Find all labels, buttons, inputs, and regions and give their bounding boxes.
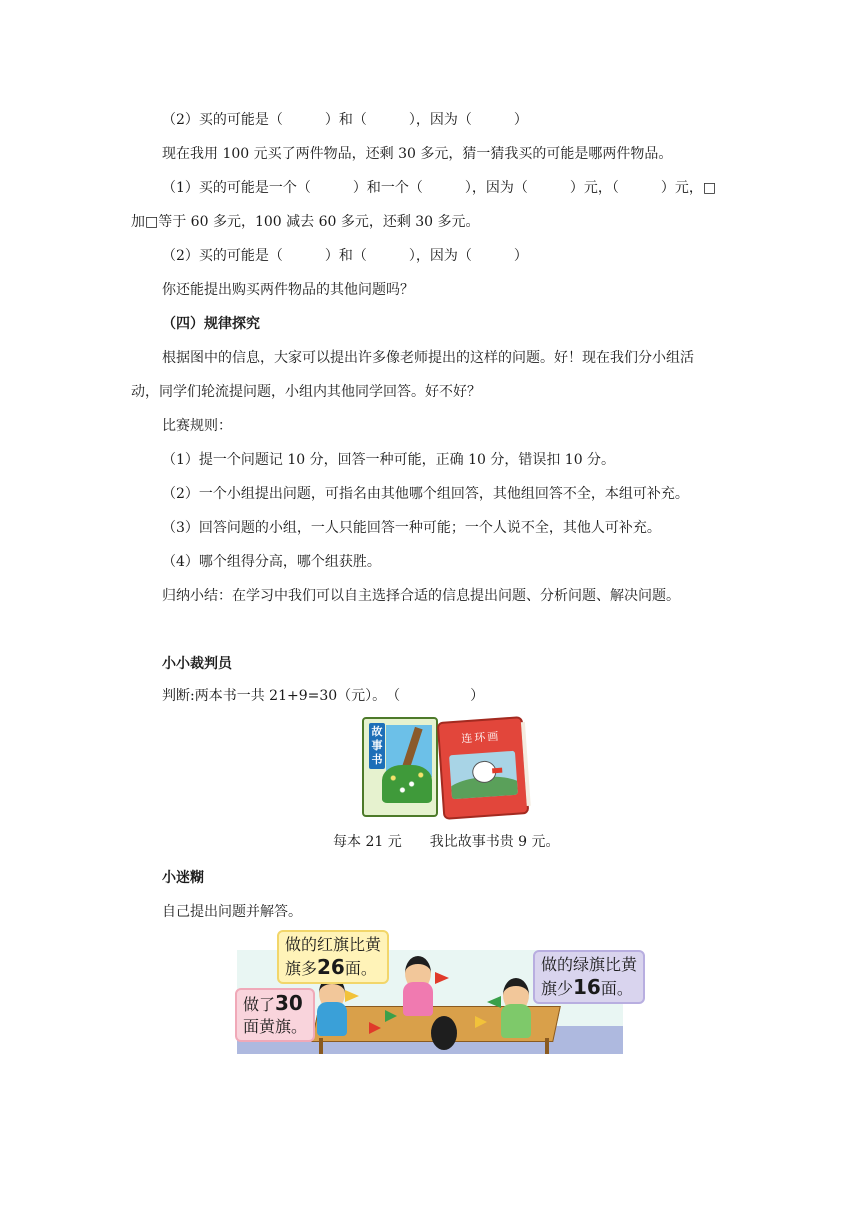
- section-heading: 小小裁判员: [162, 656, 232, 672]
- text-line: 根据图中的信息，大家可以提出许多像老师提出的这样的问题。好！现在我们分小组活: [162, 350, 694, 366]
- text-line: （2）买的可能是（ ）和（ ），因为（ ）: [162, 248, 528, 264]
- judge-question: 判断:两本书一共 21+9=30（元）。 （ ）: [162, 688, 485, 704]
- rule-item: （3）回答问题的小组，一人只能回答一种可能；一个人说不全，其他人可补充。: [162, 520, 661, 536]
- green-flag-icon: [487, 996, 501, 1008]
- speech-bubble-green-flags: 做的绿旗比黄 旗少16面。: [533, 950, 645, 1004]
- flags-illustration: [235, 926, 653, 1057]
- text-line: 动，同学们轮流提问题，小组内其他同学回答。好不好？: [131, 384, 481, 400]
- speech-bubble-red-flags: 做的红旗比黄 旗多26面。: [277, 930, 389, 984]
- story-book: [362, 717, 438, 817]
- rule-item: （1）提一个问题记 10 分，回答一种可能，正确 10 分，错误扣 10 分。: [162, 452, 616, 468]
- text-line: （1）买的可能是一个（ ）和一个（ ），因为（ ）元，（ ）元，□: [162, 180, 717, 196]
- text-line: 现在我用 100 元买了两件物品，还剩 30 多元，猜一猜我买的可能是哪两件物品。: [162, 146, 673, 162]
- text-line: 自己提出问题并解答。: [162, 904, 302, 920]
- comic-book-title: 连环画: [460, 729, 501, 746]
- section-heading: （四）规律探究: [162, 316, 260, 332]
- text-line: （2）买的可能是（ ）和（ ），因为（ ）: [162, 112, 528, 128]
- text-line: 比赛规则：: [162, 418, 232, 434]
- books-illustration: [356, 713, 526, 821]
- text-line: 你还能提出购买两件物品的其他问题吗？: [162, 282, 414, 298]
- rule-item: （2）一个小组提出问题，可指名由其他哪个组回答，其他组回答不全，本组可补充。: [162, 486, 689, 502]
- yellow-flag-icon: [345, 990, 359, 1002]
- comic-book: [437, 716, 530, 820]
- speech-bubble-yellow-flags: 做了30 面黄旗。: [235, 988, 315, 1042]
- section-heading: 小迷糊: [162, 870, 204, 886]
- summary-line: 归纳小结：在学习中我们可以自主选择合适的信息提出问题、分析问题、解决问题。: [162, 588, 680, 604]
- girl-back: [431, 1016, 457, 1050]
- story-book-title: 故事书: [369, 723, 385, 769]
- book-caption: 每本 21 元 我比故事书贵 9 元。: [333, 834, 560, 850]
- text-line: 加□等于 60 多元，100 减去 60 多元，还剩 30 多元。: [131, 214, 480, 230]
- rule-item: （4）哪个组得分高，哪个组获胜。: [162, 554, 381, 570]
- red-flag-icon: [435, 972, 449, 984]
